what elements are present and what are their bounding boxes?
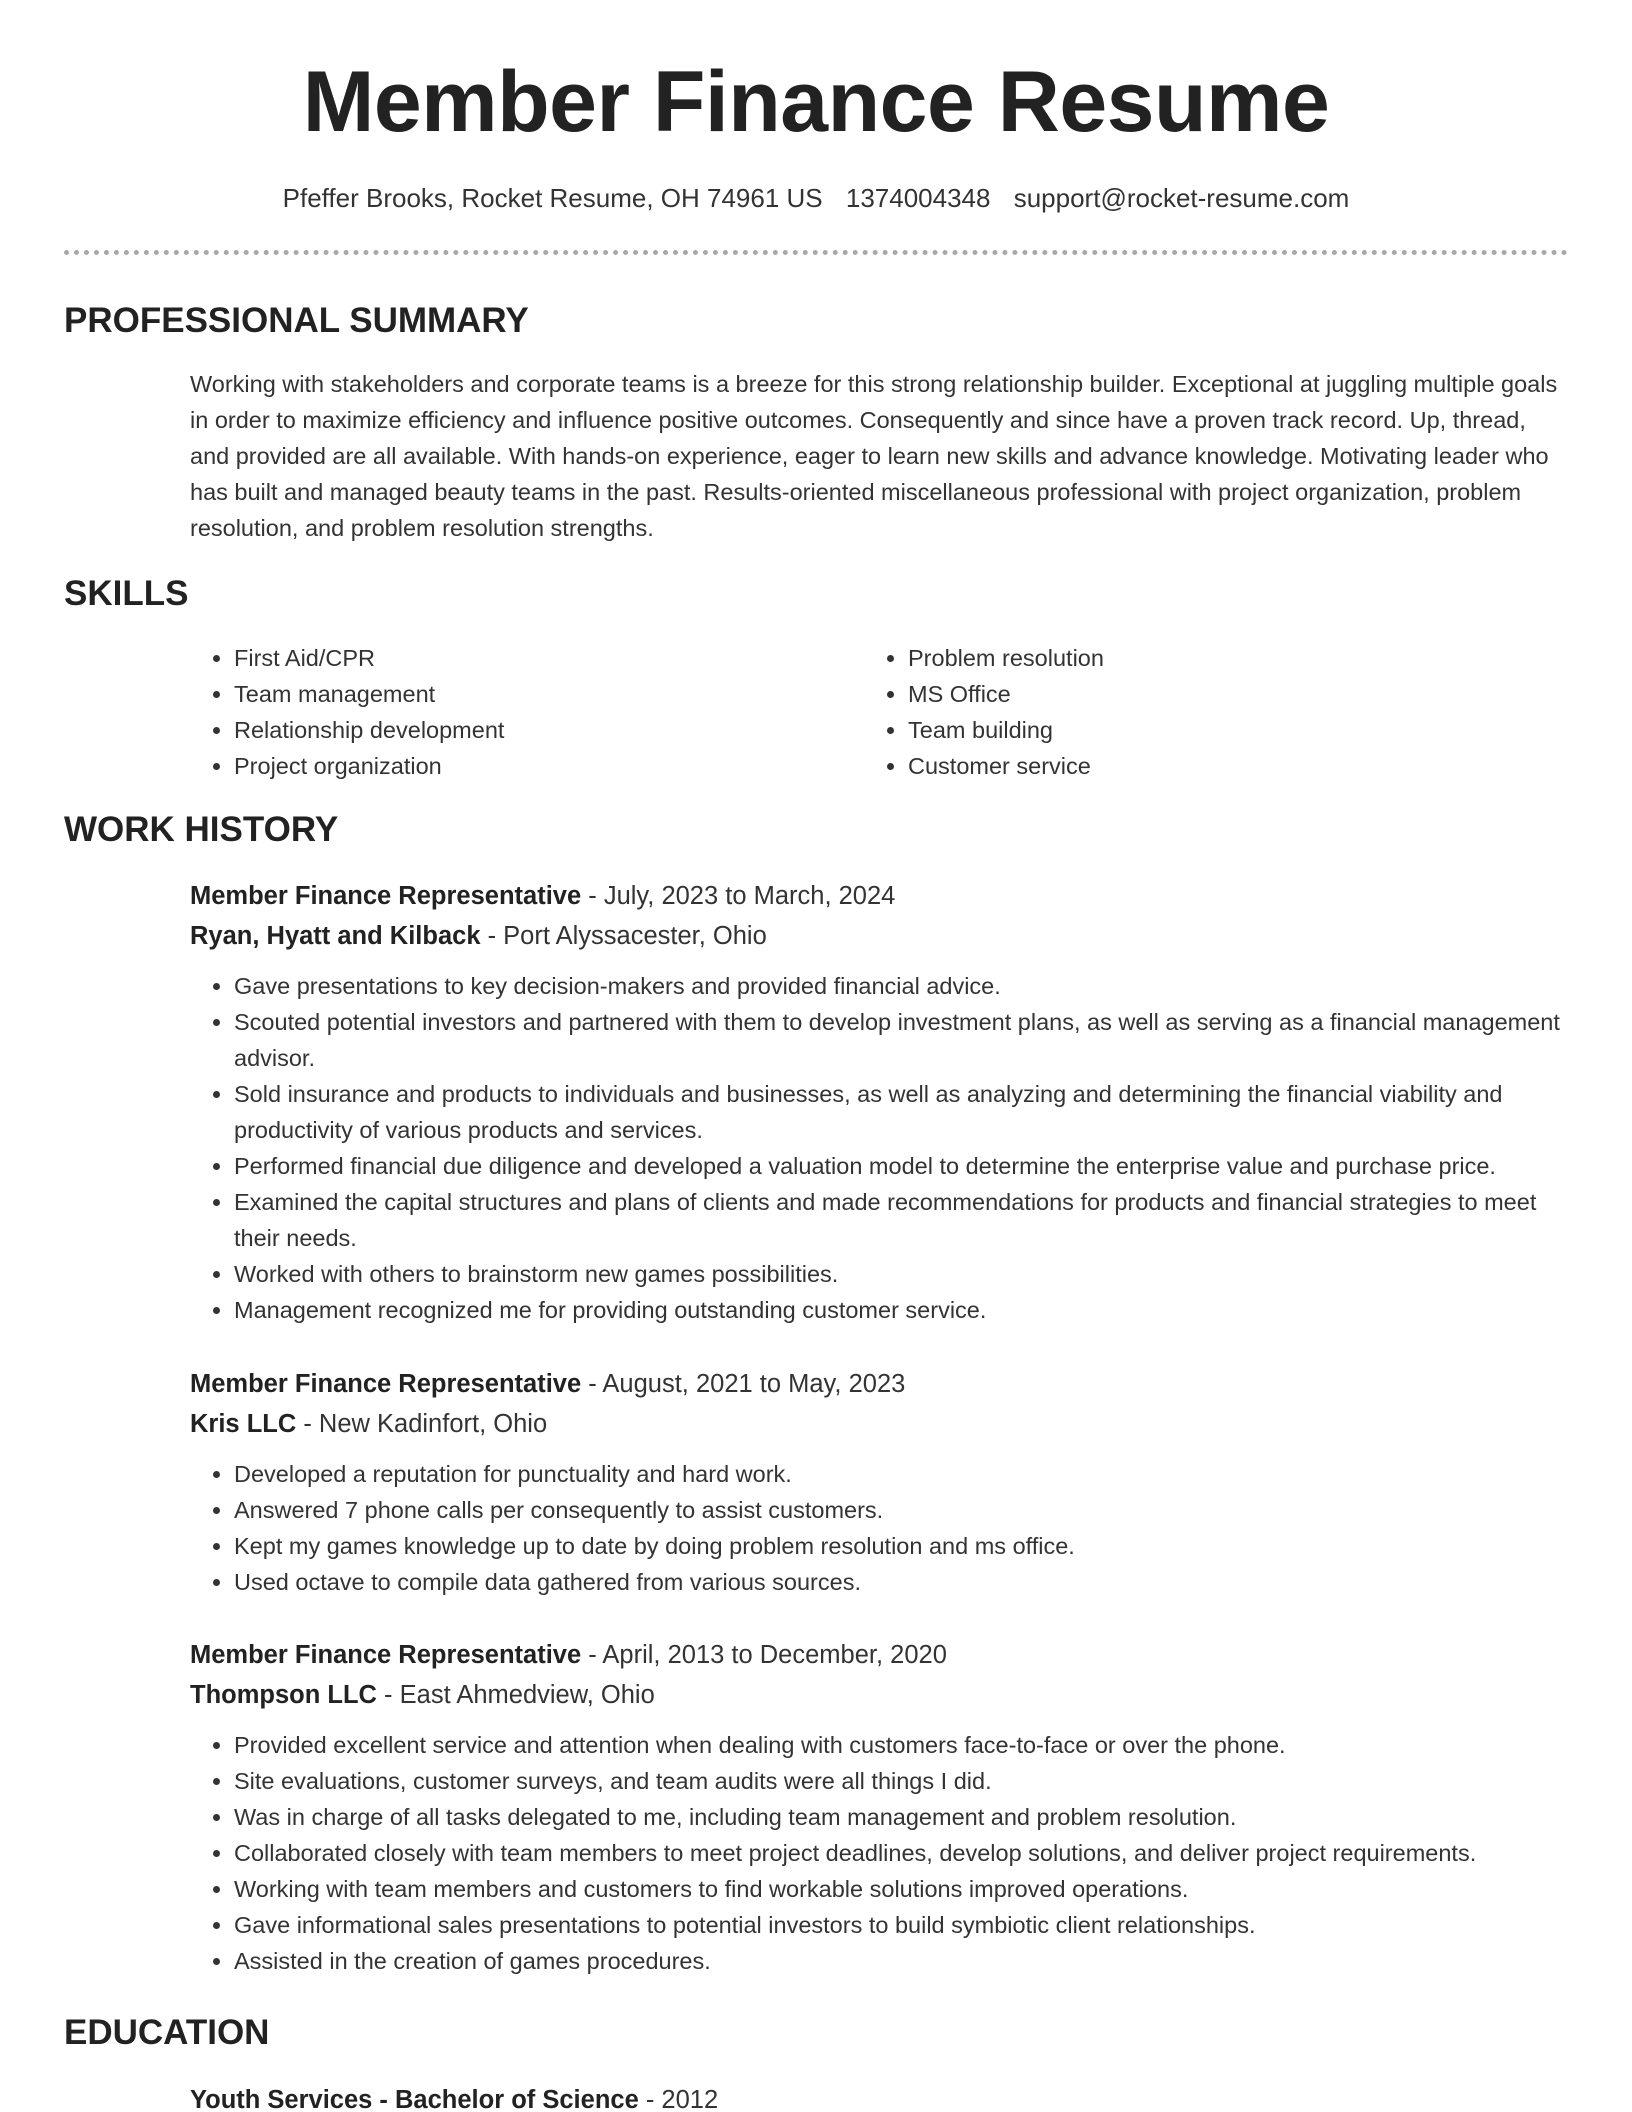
job-company: Thompson LLC	[190, 1681, 377, 1709]
job-bullet: • Management recognized me for providing outstanding customer service.	[234, 1292, 1580, 1328]
contact-address: Pfeffer Brooks, Rocket Resume, OH 74961 US	[282, 183, 823, 213]
job-bullet: • Working with team members and customers to find workable solutions improved operations.	[234, 1871, 1580, 1907]
skills-heading: SKILLS	[64, 574, 189, 613]
job-title-line	[190, 1364, 1580, 1404]
job-bullet: • Scouted potential investors and partnered with them to develop investment plans, as well as serving as a financial management advisor.	[234, 1004, 1580, 1076]
job-bullets	[190, 968, 1580, 1328]
job-bullet: • Kept my games knowledge up to date by doing problem resolution and ms office.	[234, 1528, 1580, 1564]
job-title: Member Finance Representative	[190, 1370, 582, 1398]
job-bullet: • Answered 7 phone calls per consequently to assist customers.	[234, 1492, 1580, 1528]
job-bullet: • Site evaluations, customer surveys, and team audits were all things I did.	[234, 1763, 1580, 1799]
job-company-line	[190, 1675, 1580, 1715]
skill-item: • Customer service	[908, 748, 1504, 784]
job-bullets	[190, 1456, 1580, 1600]
skill-item: • Team management	[234, 676, 830, 712]
resume-title: Member Finance Resume	[302, 54, 1330, 150]
job-company-line	[190, 1404, 1580, 1444]
skill-item: • First Aid/CPR	[234, 640, 830, 676]
job-bullets	[190, 1727, 1580, 1979]
job-bullet: • Assisted in the creation of games procedures.	[234, 1943, 1580, 1979]
job-company: Ryan, Hyatt and Kilback	[190, 922, 481, 950]
job-bullet: • Examined the capital structures and plans of clients and made recommendations for products and financial strategies to meet their needs.	[234, 1184, 1580, 1256]
job-title-line	[190, 1635, 1580, 1675]
job-dates: - August, 2021 to May, 2023	[581, 1370, 906, 1398]
skills-list-right	[864, 640, 1504, 784]
skill-item: • MS Office	[908, 676, 1504, 712]
job-bullet: • Collaborated closely with team members to meet project deadlines, develop solutions, and deliver project requirements.	[234, 1835, 1580, 1871]
job-entry	[190, 876, 1580, 1328]
education-year: - 2012	[638, 2086, 719, 2112]
job-dates: - July, 2023 to March, 2024	[581, 882, 896, 910]
skill-item: • Project organization	[234, 748, 830, 784]
work-history-heading: WORK HISTORY	[64, 810, 339, 849]
job-entry	[190, 1635, 1580, 1979]
job-bullet: • Gave presentations to key decision-makers and provided financial advice.	[234, 968, 1580, 1004]
skill-item: • Problem resolution	[908, 640, 1504, 676]
job-location: - New Kadinfort, Ohio	[296, 1410, 548, 1438]
skill-item: • Team building	[908, 712, 1504, 748]
job-company: Kris LLC	[190, 1410, 297, 1438]
job-bullet: • Was in charge of all tasks delegated to me, including team management and problem resolution.	[234, 1799, 1580, 1835]
job-location: - East Ahmedview, Ohio	[376, 1681, 655, 1709]
skills-list-left	[190, 640, 830, 784]
contact-email: support@rocket-resume.com	[1013, 183, 1350, 213]
job-bullet: • Performed financial due diligence and developed a valuation model to determine the enterprise value and purchase price.	[234, 1148, 1580, 1184]
job-location: - Port Alyssacester, Ohio	[480, 922, 767, 950]
summary-text: Working with stakeholders and corporate teams is a breeze for this strong relationship builder. Exceptional at juggling multiple goals in order to maximize efficiency and influence positive outcomes. Consequently and since have a proven track record. Up, thread, and provided are all available. With hands-on experience, eager to learn new skills and advance knowledge. Motivating leader who has built and managed beauty teams in the past. Results-oriented miscellaneous professional with project organization, problem resolution, and problem resolution strengths.	[190, 371, 1558, 541]
education-degree: Youth Services - Bachelor of Science	[190, 2086, 639, 2112]
job-bullet: • Used octave to compile data gathered from various sources.	[234, 1564, 1580, 1600]
contact-phone: 1374004348	[845, 183, 991, 213]
job-title-line	[190, 876, 1580, 916]
skills-column-left	[190, 640, 830, 784]
job-title: Member Finance Representative	[190, 1641, 582, 1669]
job-bullet: • Worked with others to brainstorm new games possibilities.	[234, 1256, 1580, 1292]
job-entry	[190, 1364, 1580, 1600]
job-bullet: • Provided excellent service and attention when dealing with customers face-to-face or over the phone.	[234, 1727, 1580, 1763]
skill-item: • Relationship development	[234, 712, 830, 748]
job-bullet: • Gave informational sales presentations to potential investors to build symbiotic client relationships.	[234, 1907, 1580, 1943]
job-company-line	[190, 916, 1580, 956]
job-dates: - April, 2013 to December, 2020	[581, 1641, 947, 1669]
contact-line	[0, 180, 1632, 216]
education-heading: EDUCATION	[64, 2013, 270, 2052]
summary-heading: PROFESSIONAL SUMMARY	[64, 301, 529, 340]
header-divider	[64, 250, 1568, 255]
education-entry	[190, 2080, 718, 2112]
job-title: Member Finance Representative	[190, 882, 582, 910]
job-bullet: • Sold insurance and products to individuals and businesses, as well as analyzing and determining the financial viability and productivity of various products and services.	[234, 1076, 1580, 1148]
skills-column-right	[864, 640, 1504, 784]
job-bullet: • Developed a reputation for punctuality and hard work.	[234, 1456, 1580, 1492]
